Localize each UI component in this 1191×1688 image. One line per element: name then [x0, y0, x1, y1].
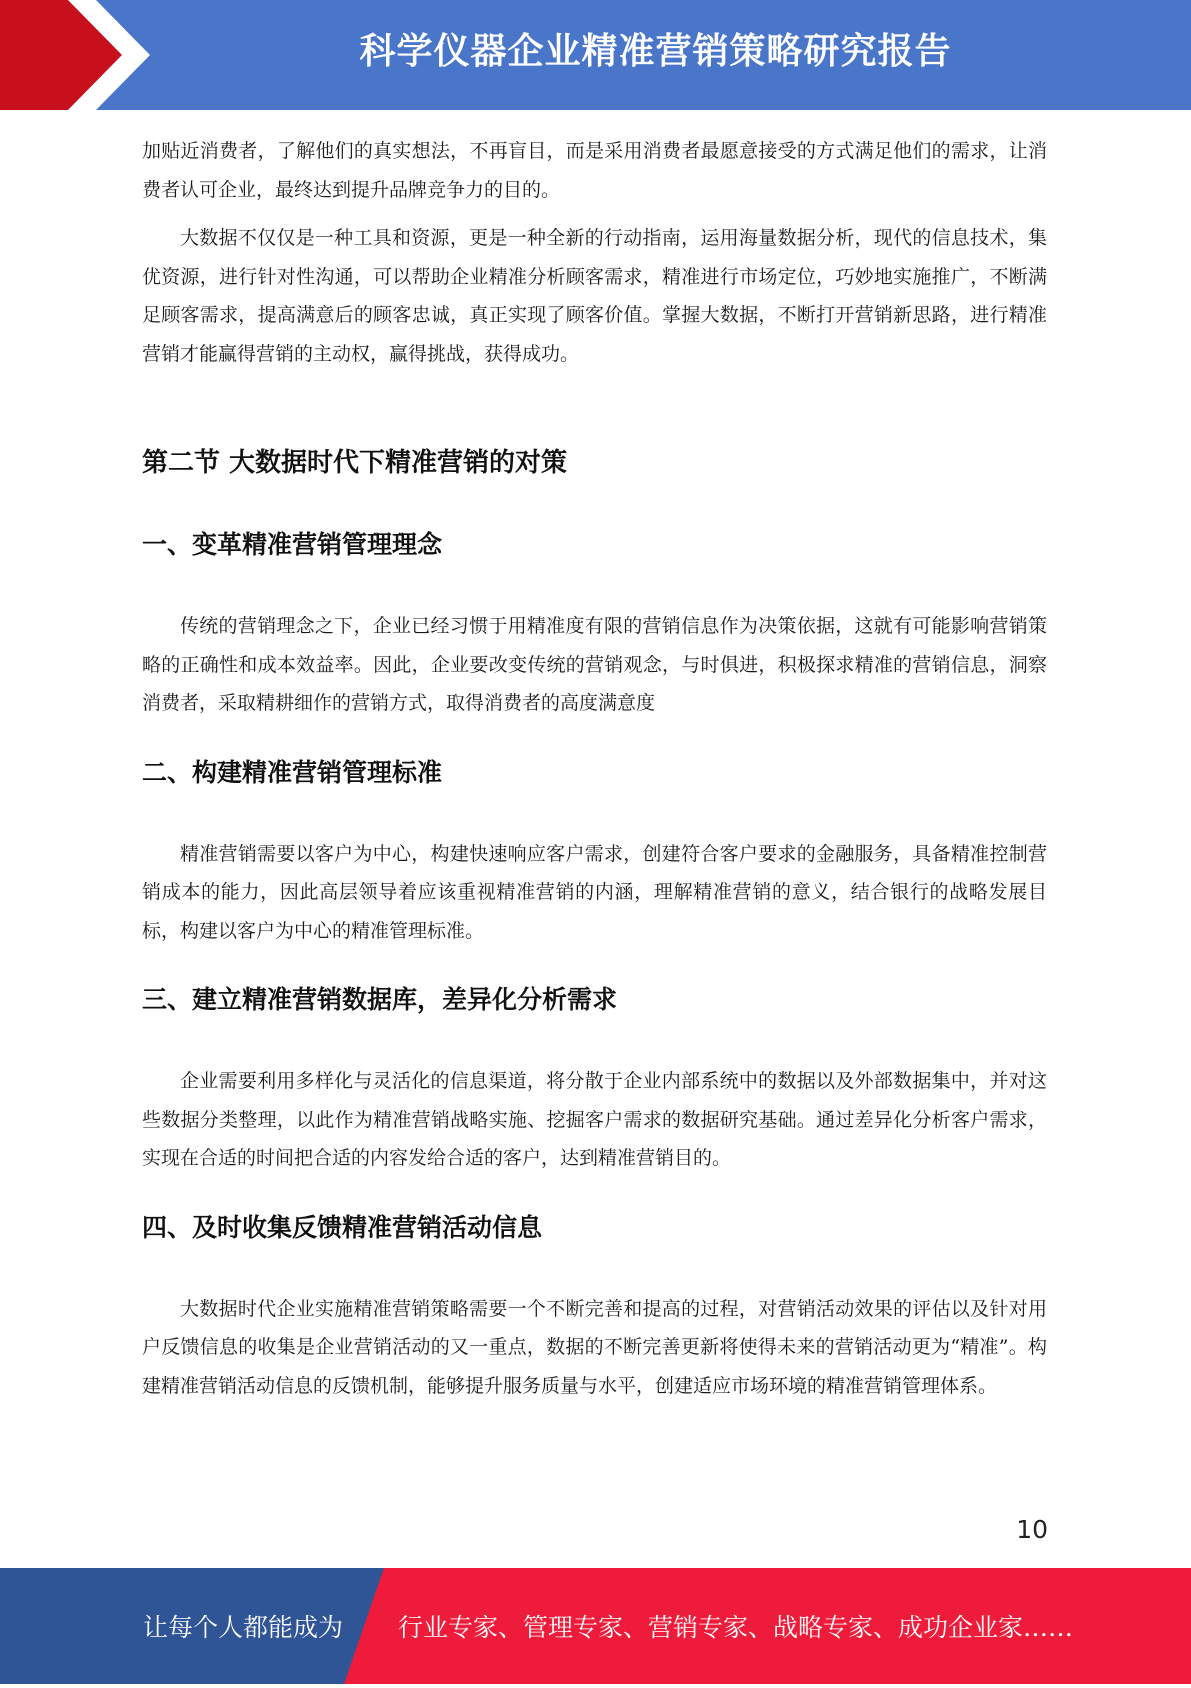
subsection-text-2: 精准营销需要以客户为中心，构建快速响应客户需求，创建符合客户要求的金融服务，具备精准控制营销成本的能力，因此高层领导着应该重视精准营销的内涵，理解精准营销的意义，结合银行的战略发展目标，构建以客户为中心的精准管理标准。	[142, 842, 1047, 942]
footer-slogan-right: 行业专家、管理专家、营销专家、战略专家、成功企业家……	[398, 1613, 1074, 1642]
page-header	[0, 0, 1191, 110]
intro-paragraph-2: 大数据不仅仅是一种工具和资源，更是一种全新的行动指南，运用海量数据分析，现代的信息技术，集优资源，进行针对性沟通，可以帮助企业精准分析顾客需求，精准进行市场定位，巧妙地实施推广，不断满足顾客需求，提高满意后的顾客忠诚，真正实现了顾客价值。掌握大数据，不断打开营销新思路，进行精准营销才能赢得营销的主动权，赢得挑战，获得成功。	[142, 227, 1047, 365]
section-title: 第二节 大数据时代下精准营销的对策	[142, 448, 568, 478]
subsection-title-2: 二、构建精准营销管理标准	[142, 757, 443, 787]
intro-paragraph-1: 加贴近消费者，了解他们的真实想法，不再盲目，而是采用消费者最愿意接受的方式满足他们的需求，让消费者认可企业，最终达到提升品牌竞争力的目的。	[142, 140, 1047, 201]
header-arrow-decoration	[0, 0, 160, 110]
document-title: 科学仪器企业精准营销策略研究报告	[359, 31, 952, 72]
subsection-text-4: 大数据时代企业实施精准营销策略需要一个不断完善和提高的过程，对营销活动效果的评估以及针对用户反馈信息的收集是企业营销活动的又一重点，数据的不断完善更新将使得未来的营销活动更为“精准”。构建精准营销活动信息的反馈机制，能够提升服务质量与水平，创建适应市场环境的精准营销管理体系。	[142, 1297, 1047, 1397]
subsection-text-3: 企业需要利用多样化与灵活化的信息渠道，将分散于企业内部系统中的数据以及外部数据集中，并对这些数据分类整理，以此作为精准营销战略实施、挖掘客户需求的数据研究基础。通过差异化分析客户需求，实现在合适的时间把合适的内容发给合适的客户，达到精准营销目的。	[142, 1070, 1047, 1169]
subsection-text-1: 传统的营销理念之下，企业已经习惯于用精准度有限的营销信息作为决策依据，这就有可能影响营销策略的正确性和成本效益率。因此，企业要改变传统的营销观念，与时俱进，积极探求精准的营销信息，洞察消费者，采取精耕细作的营销方式，取得消费者的高度满意度	[142, 615, 1047, 714]
footer-slogan-left: 让每个人都能成为	[143, 1613, 344, 1642]
subsection-title-3: 三、建立精准营销数据库，差异化分析需求	[142, 985, 618, 1014]
subsection-title-1: 一、变革精准营销管理理念	[142, 530, 443, 559]
page-number: 10	[1016, 1515, 1048, 1544]
subsection-title-4: 四、及时收集反馈精准营销活动信息	[142, 1212, 543, 1242]
page-footer	[0, 1568, 1191, 1684]
document-body	[142, 132, 1047, 1415]
